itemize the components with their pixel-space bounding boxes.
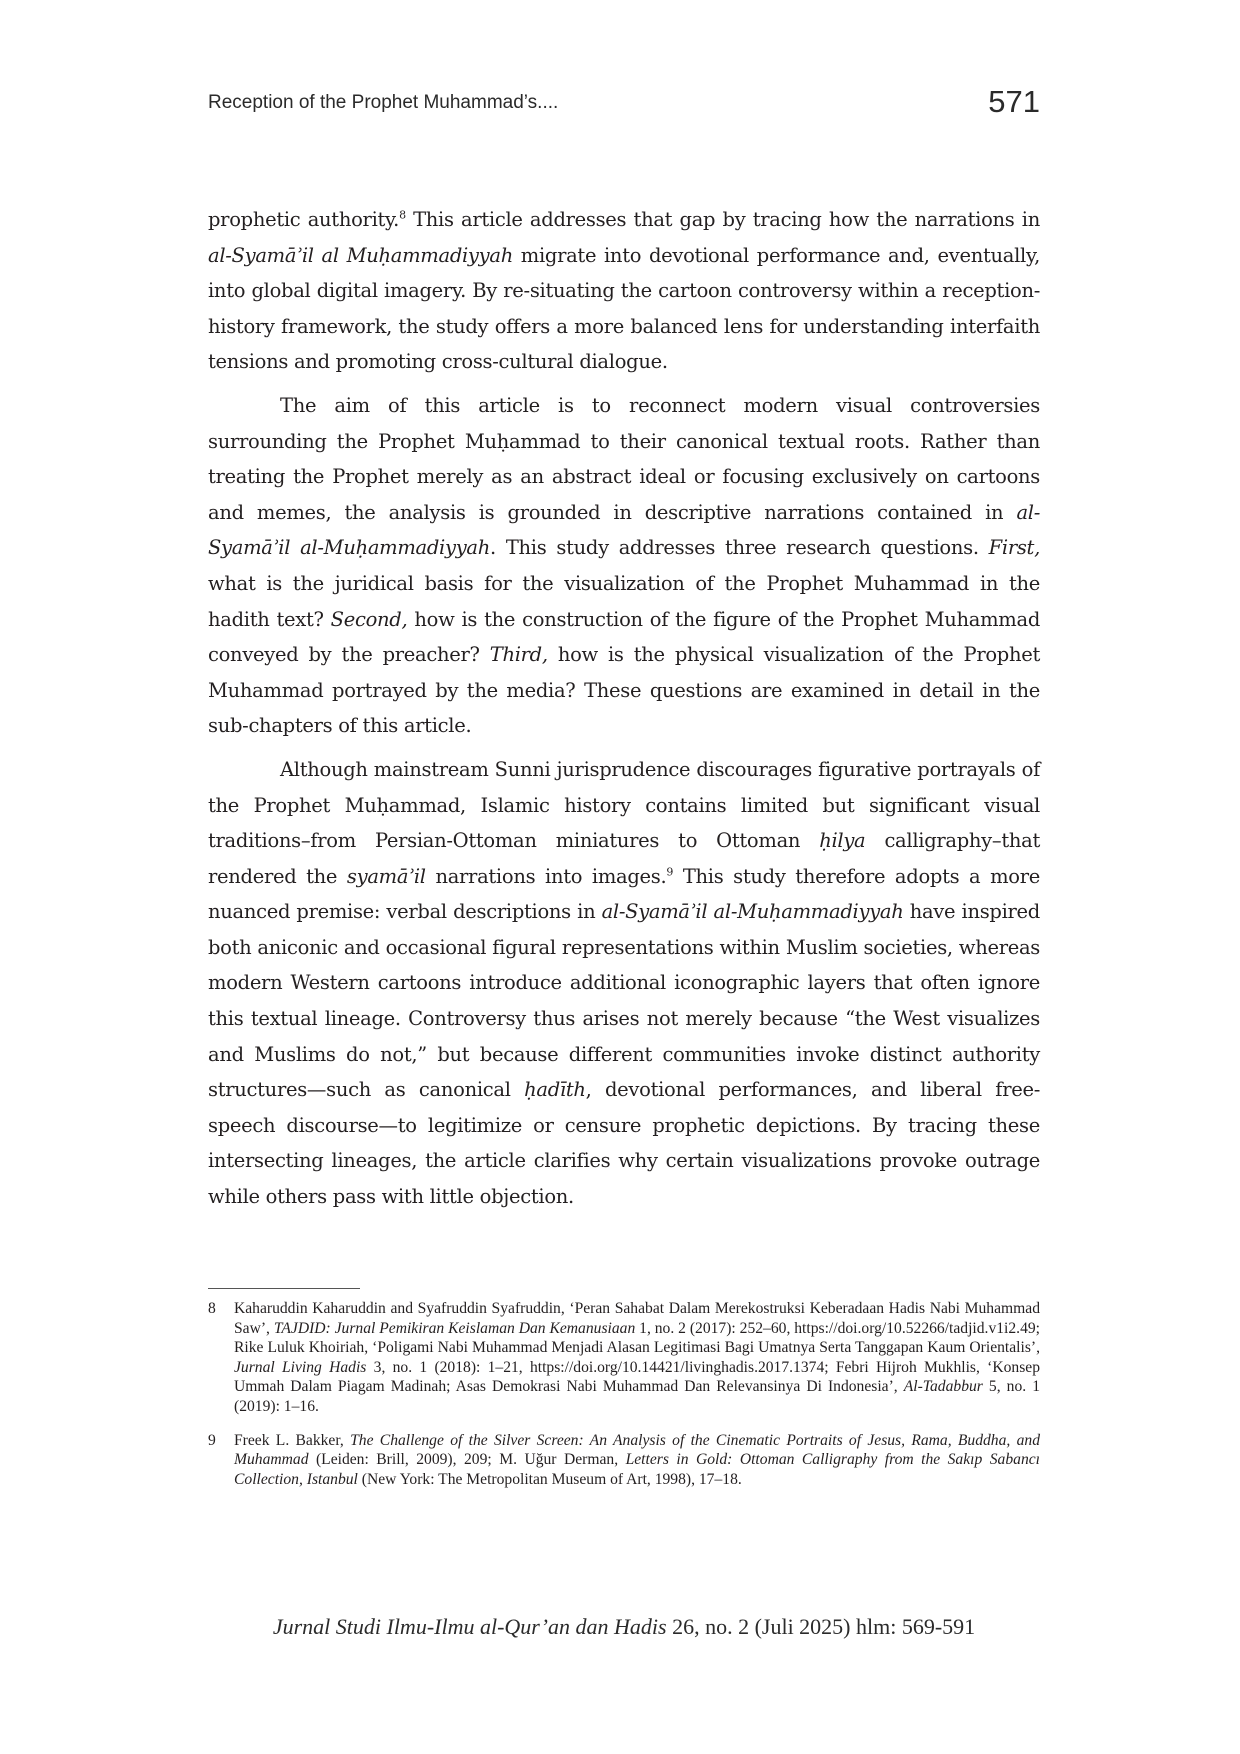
text-run: , devotional performances, and liberal free-speech discourse—to legitimize or censure prophetic depictions. By tracing these intersecting lineages, the article clarifies why certain visualizations provoke outrage while others pass with little objection. <box>208 1078 1040 1209</box>
footnote-number: 8 <box>208 1300 216 1317</box>
footnote-divider <box>208 1288 360 1289</box>
running-header <box>208 84 1040 124</box>
running-title: Reception of the Prophet Muhammad’s.... <box>208 92 559 113</box>
footnote-number: 9 <box>208 1431 216 1449</box>
italic-text: syamāʾil <box>346 864 426 888</box>
text-run: Kaharuddin Kaharuddin and Syafruddin Syafruddin, ‘Peran Sahabat Dalam Merekostruksi Keberadaan Hadis Nabi Muhammad Saw’, <box>234 1300 1040 1337</box>
text-run: . This study addresses three research questions. <box>490 536 989 560</box>
italic-text: al-Syamāʾil al-Muḥammadiyyah <box>208 500 1040 560</box>
italic-text: ḥadīth <box>524 1078 586 1102</box>
italic-text: Second, <box>330 607 408 631</box>
italic-text: Al-Tadabbur <box>903 1378 983 1396</box>
body-paragraph <box>208 202 1040 380</box>
footnote-ref: 9 <box>666 865 674 879</box>
text-run: calligraphy–that rendered the <box>208 829 1040 888</box>
italic-text: TAJDID: Jurnal Pemikiran Keislaman Dan Kemanusiaan <box>273 1319 636 1337</box>
text-run: migrate into devotional performance and, eventually, into global digital imagery. By re-situating the cartoon controversy within a reception-history framework, the study offers a more balanced lens for understanding interfaith tensions and promoting cross-cultural dialogue. <box>208 243 1040 374</box>
italic-text: Third, <box>489 643 548 667</box>
article-body <box>208 202 1040 1223</box>
italic-text: al-Syamāʾil al Muḥammadiyyah <box>208 243 513 267</box>
text-run: Freek L. Bakker, <box>234 1431 351 1449</box>
text-run: The aim of this article is to reconnect modern visual controversies surrounding the Prophet Muḥammad to their canonical textual roots. Rather than treating the Prophet merely as an abstract ideal or focusing exclusively on cartoons and memes, the analysis is grounded in descriptive narrations contained in <box>208 393 1040 524</box>
italic-text: The Challenge of the Silver Screen: An Analysis of the Cinematic Portraits of Jesus, Rama, Buddha, and Muhammad <box>234 1431 1040 1469</box>
text-run: (New York: The Metropolitan Museum of Art, 1998), 17–18. <box>357 1470 742 1488</box>
footnote-list <box>208 1299 1040 1489</box>
journal-issue: 26, no. 2 (Juli 2025) hlm: 569-591 <box>666 1614 976 1639</box>
text-run: prophetic authority. <box>208 208 400 231</box>
text-run: This article addresses that gap by tracing how the narrations in <box>405 208 1040 231</box>
footnotes-section <box>208 1288 1040 1503</box>
text-run: have inspired both aniconic and occasional figural representations within Muslim societies, whereas modern Western cartoons introduce additional iconographic layers that often ignore this textual lineage. Controversy thus arises not merely because “the West visualizes and Muslims do not,” but because different communities invoke distinct authority structures—such as canonical <box>208 900 1040 1102</box>
text-run: how is the construction of the figure of the Prophet Muhammad conveyed by the preacher? <box>208 607 1041 667</box>
italic-text: ḥilya <box>819 829 866 853</box>
italic-text: First, <box>988 536 1040 560</box>
text-run: Although mainstream Sunni jurisprudence discourages figurative portrayals of the Prophet Muḥammad, Islamic history contains limited but significant visual traditions–from Persian-Ottoman miniatures to Ottoman <box>208 757 1040 853</box>
footnote <box>208 1431 1040 1490</box>
journal-name: Jurnal Studi Ilmu-Ilmu al-Qur’an dan Hadis <box>272 1614 667 1639</box>
body-paragraph <box>208 388 1040 744</box>
text-run: 5, no. 1 (2019): 1–16. <box>234 1378 1040 1415</box>
italic-text: al-Syamāʾil al-Muḥammadiyyah <box>601 900 904 924</box>
body-paragraph <box>208 752 1040 1215</box>
text-run: narrations into images. <box>425 864 667 888</box>
text-run: 3, no. 1 (2018): 1–21, https://doi.org/10.14421/livinghadis.2017.1374; Febri Hijroh Mukhlis, ‘Konsep Ummah Dalam Piagam Madinah; Asas Demokrasi Nabi Muhammad Dan Relevansinya Di Indonesia’, <box>234 1358 1041 1396</box>
footnote-ref: 8 <box>399 208 406 222</box>
page-number: 571 <box>988 84 1040 119</box>
italic-text: Jurnal Living Hadis <box>234 1358 367 1376</box>
italic-text: Letters in Gold: Ottoman Calligraphy from the Sakıp Sabancı Collection, Istanbul <box>234 1451 1040 1488</box>
journal-footer <box>208 1614 1040 1640</box>
footnote <box>208 1299 1040 1417</box>
text-run: what is the juridical basis for the visualization of the Prophet Muhammad in the hadith text? <box>208 571 1040 631</box>
text-run: 1, no. 2 (2017): 252–60, https://doi.org/10.52266/tadjid.v1i2.49; Rike Luluk Khoiriah, ‘Poligami Nabi Muhammad Menjadi Alasan Legitimasi Bagi Umatnya Serta Tanggapan Kaum Orientalis’, <box>234 1319 1040 1357</box>
text-run: (Leiden: Brill, 2009), 209; M. Uğur Derman, <box>308 1451 626 1469</box>
text-run: how is the physical visualization of the Prophet Muhammad portrayed by the media? These questions are examined in detail in the sub-chapters of this article. <box>208 643 1041 738</box>
text-run: This study therefore adopts a more nuanced premise: verbal descriptions in <box>208 864 1040 924</box>
